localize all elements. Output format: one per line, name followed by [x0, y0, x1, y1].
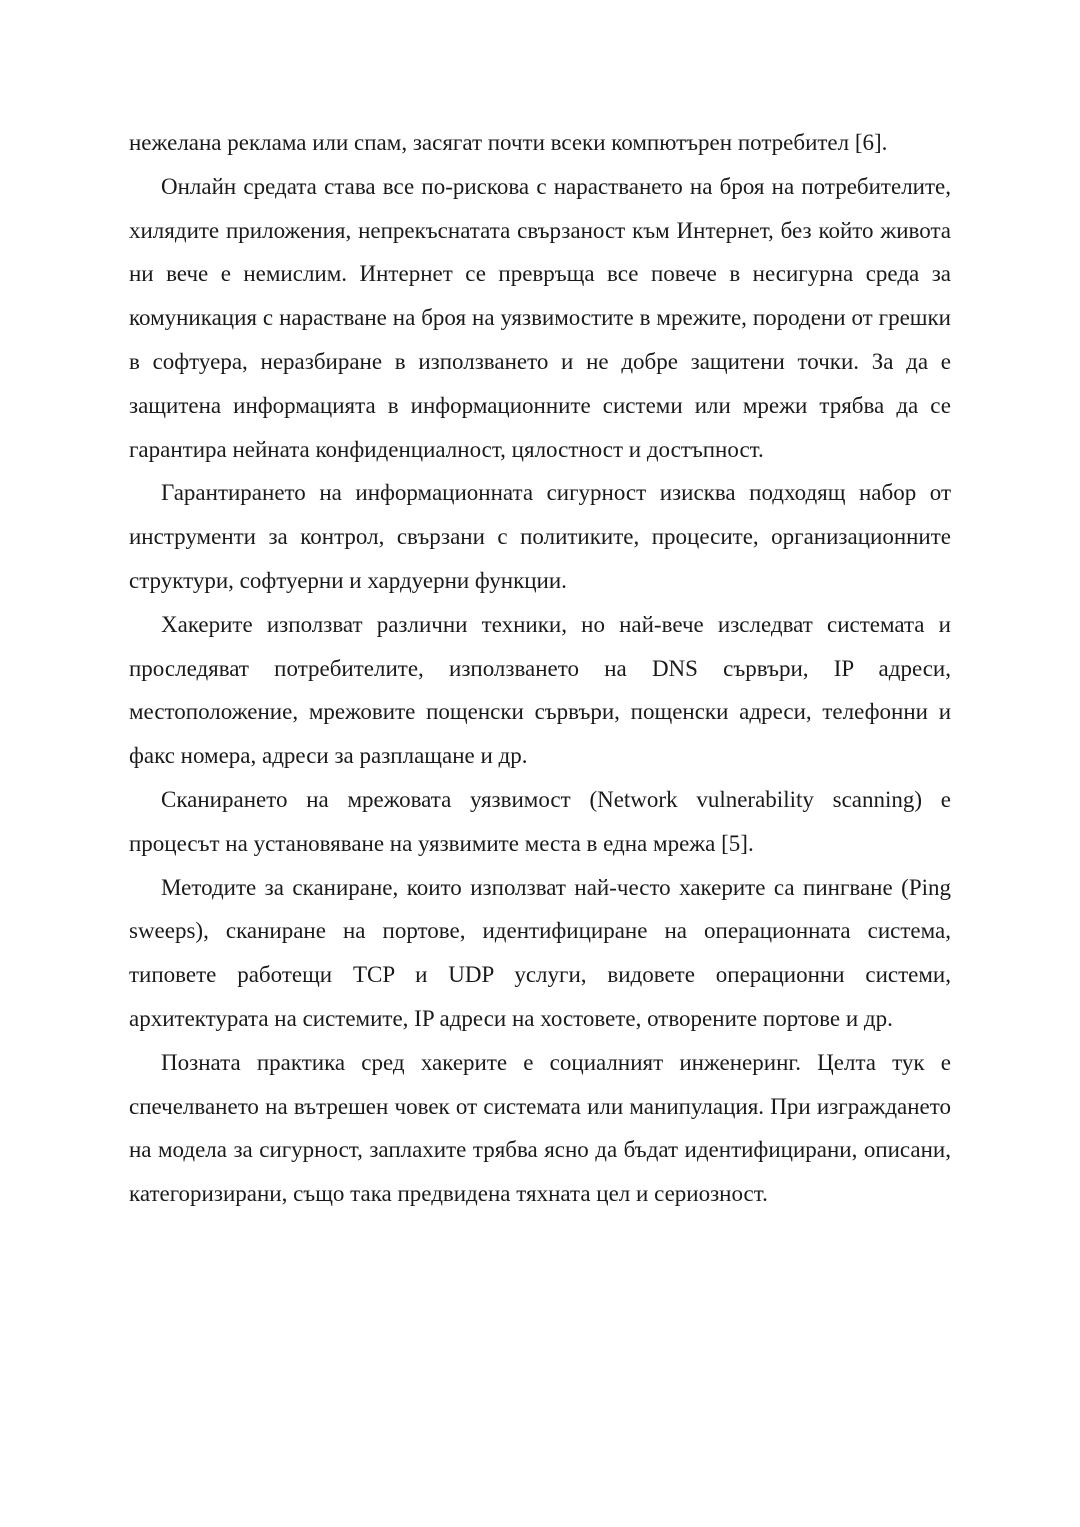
paragraph-hacker-techniques: Хакерите използват различни техники, но най-вече изследват системата и проследяват потребителите, използването на DNS сървъри, IP адреси, местоположение, мрежовите пощенски сървъри, пощенски адреси, телефонни и факс номера, адреси за разплащане и др. — [129, 611, 951, 769]
document-page — [129, 121, 951, 1216]
paragraph-vulnerability-scanning: Сканирането на мрежовата уязвимост (Network vulnerability scanning) е процесът на установяване на уязвимите места в една мрежа [5]. — [129, 786, 951, 856]
paragraph-scanning-methods: Методите за сканиране, които използват най-често хакерите са пингване (Ping sweeps), сканиране на портове, идентифициране на операционната система, типовете работещи TCP и UDP услуги, видовете операционни системи, архитектурата на системите, IP адреси на хостовете, отворените портове и др. — [129, 874, 951, 1031]
paragraph-security-controls: Гарантирането на информационната сигурност изисква подходящ набор от инструменти за контрол, свързани с политиките, процесите, организационните структури, софтуерни и хардуерни функции. — [129, 480, 951, 593]
paragraph-online-risk: Онлайн средата става все по-рискова с нарастването на броя на потребителите, хилядите приложения, непрекъснатата свързаност към Интернет, без който живота ни вече е немислим. Интернет се превръща все повече в несигурна среда за комуникация с нарастване на броя на уязвимостите в мрежите, породени от грешки в софтуера, неразбиране в използването и не добре защитени точки. За да е защитена информацията в информационните системи или мрежи трябва да се гарантира нейната конфиденциалност, цялостност и достъпност. — [129, 173, 951, 462]
paragraph-continuation: нежелана реклама или спам, засягат почти всеки компютърен потребител [6]. — [129, 130, 888, 155]
paragraph-social-engineering: Позната практика сред хакерите е социалният инженеринг. Целта тук е спечелването на вътрешен човек от системата или манипулация. При изграждането на модела за сигурност, заплахите трябва ясно да бъдат идентифицирани, описани, категоризирани, също така предвидена тяхната цел и сериозност. — [129, 1049, 951, 1207]
